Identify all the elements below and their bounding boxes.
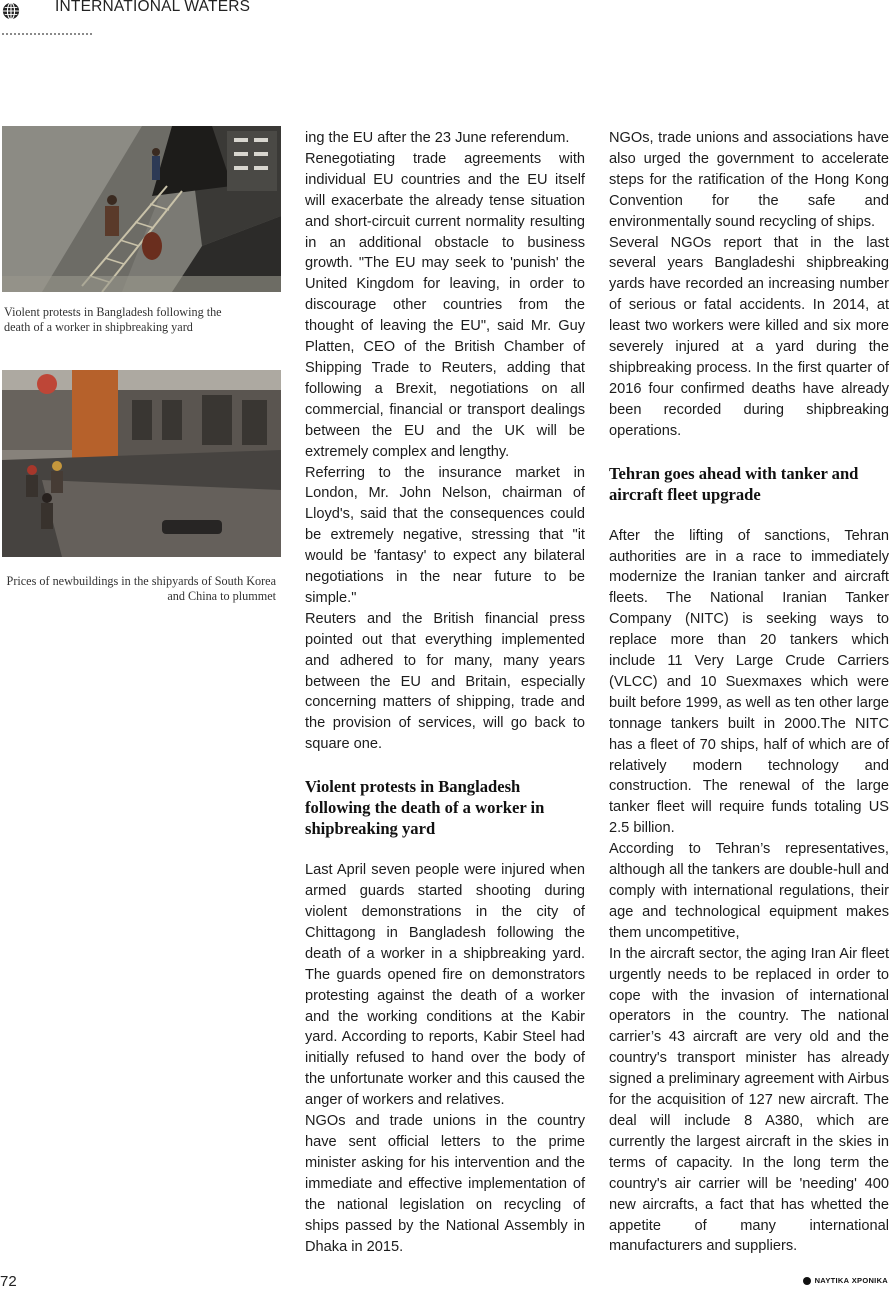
- paragraph: ing the EU after the 23 June referendum.: [305, 130, 570, 146]
- photo-caption: Violent protests in Bangladesh following the death of a worker in shipbreaking yard: [4, 305, 222, 334]
- article-heading: Violent protests in Bangladesh following the death of a worker in shipbreaking yard: [305, 777, 545, 839]
- paragraph: NGOs and trade unions in the country have sent official letters to the prime minister asking for his intervention and the immediate and effective implementation of the national legislation on recycling of ships passed by the National Assembly in Dhaka in 2015.: [305, 1113, 585, 1255]
- publication-brand: [803, 1276, 888, 1285]
- article-heading: Tehran goes ahead with tanker and aircraft fleet upgrade: [609, 463, 859, 504]
- paragraph: According to Tehran’s representatives, although all the tankers are double-hull and comply with international regulations, their age and technological equipment makes them uncompetitive,: [609, 841, 889, 941]
- paragraph: After the lifting of sanctions, Tehran authorities are in a race to immediately modernize the Iranian tanker and aircraft fleets. The National Iranian Tanker Company (NITC) is seeking ways to replace more than 20 tankers which include 11 Very Large Crude Carriers (VLCC) and 10 Suexmaxes which were built before 1999, as well as ten other large tonnage tankers built in 2000.The NITC has a fleet of 70 ships, half of which are of relatively modern technology and construction. The renewal of the large tanker fleet will require funds totaling US 2.5 billion.: [609, 527, 889, 837]
- page-header: [0, 0, 890, 40]
- article-column-1: [305, 128, 585, 1257]
- paragraph: Referring to the insurance market in London, Mr. John Nelson, chairman of Lloyd's, said that the consequences could be extremely negative, stressing that "it would be 'fantasy' to expect any bilateral negotiations in the near future to be simple.": [305, 464, 585, 606]
- paragraph: In the aircraft sector, the aging Iran Air fleet urgently needs to be replaced in order to cope with the invasion of international operators in the country. The national carrier’s 43 aircraft are very old and the country's transport minister has already signed a preliminary agreement with Airbus for the acquisition of 127 new aircraft. The deal will include 8 A380, which are currently the largest aircraft in the skies in terms of capacity. In the long term the country's air carrier will be 'needing' 400 new aircrafts, a fact that has whetted the appetite of many international manufacturers and suppliers.: [609, 945, 889, 1255]
- paragraph: NGOs, trade unions and associations have also urged the government to accelerate steps for the ratification of the Hong Kong Convention for the safe and environmentally sound recycling of ships.: [609, 130, 889, 230]
- paragraph: Last April seven people were injured when armed guards started shooting during violent demonstrations in the city of Chittagong in Bangladesh following the death of a worker in a shipbreaking yard. The guards opened fire on demonstrators protesting against the death of a worker and the working conditions at the Kabir yard. According to reports, Kabir Steel had initially refused to hand over the body of the unfortunate worker and this caused the anger of workers and relatives.: [305, 862, 585, 1109]
- section-title: INTERNATIONAL WATERS: [55, 0, 251, 15]
- brand-logo-icon: [803, 1277, 811, 1285]
- article-column-2: [609, 128, 889, 1257]
- photo-caption: Prices of newbuildings in the shipyards of South Korea and China to plummet: [6, 574, 276, 603]
- paragraph: Reuters and the British financial press pointed out that everything implemented and adhered to for many, many years between the EU and Britain, especially concerning matters of shipping, trade and the provision of services, will go back to square one.: [305, 610, 585, 753]
- globe-icon: [2, 2, 20, 20]
- header-divider: [2, 33, 92, 35]
- paragraph: Renegotiating trade agreements with individual EU countries and the EU itself will exacerbate the already tense situation and short-circuit current normality resulting in an additional obstacle to business growth. "The EU may seek to 'punish' the United Kingdom for leaving, in order to discourage other countries from the thought of leaving the EU", said Mr. Guy Platten, CEO of the British Chamber of Shipping Trade to Reuters, adding that following a Brexit, negotiations on all commercial, financial or transport dealings between the EU and the UK will be extremely complex and lengthy.: [305, 150, 585, 460]
- shipbreaking-photo: [2, 126, 281, 292]
- page-number: 72: [0, 1273, 17, 1290]
- brand-name: ΝΑΥΤΙΚΑ ΧΡΟΝΙΚΑ: [814, 1276, 888, 1285]
- paragraph: Several NGOs report that in the last several years Bangladeshi shipbreaking yards have recorded an increasing number of serious or fatal accidents. In 2014, at least two workers were killed and six more severely injured at a yard during the shipbreaking process. In the first quarter of 2016 four confirmed deaths have already been recorded during shipbreaking operations.: [609, 234, 889, 439]
- shipyard-photo: [2, 370, 281, 557]
